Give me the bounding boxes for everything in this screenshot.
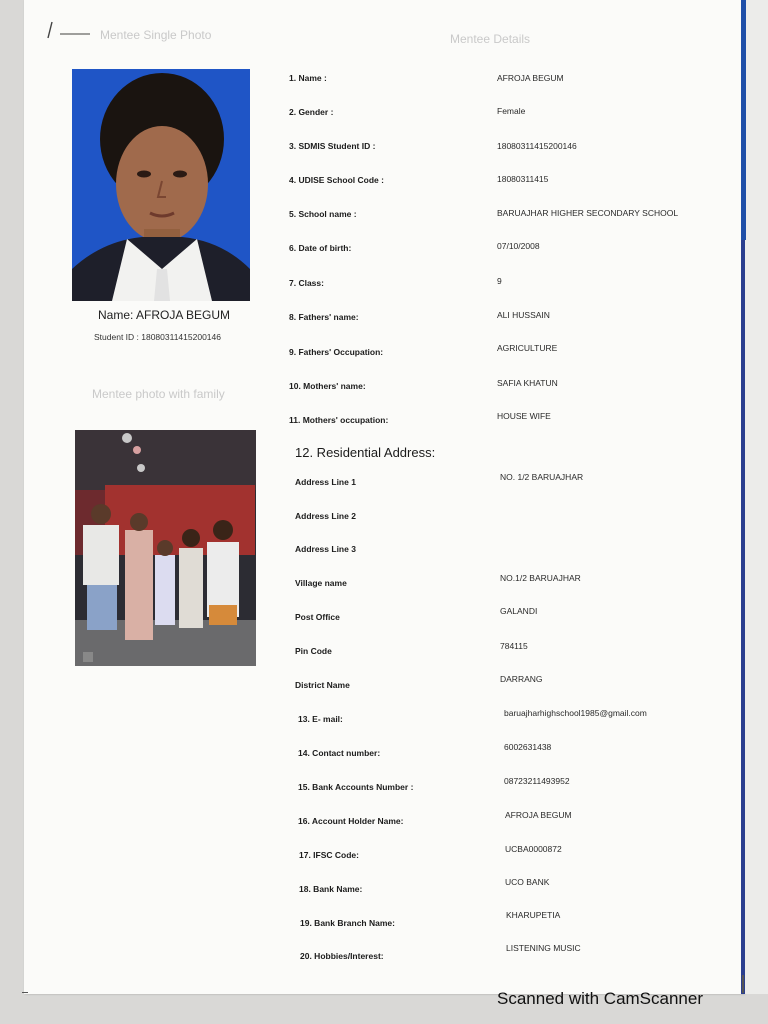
crop-mark-right: [742, 975, 744, 993]
scanner-watermark: Scanned with CamScanner: [497, 989, 704, 1008]
field-label: 9. Fathers' Occupation:: [289, 347, 384, 357]
field-value: NO.1/2 BARUAJHAR: [500, 573, 581, 583]
field-value: HOUSE WIFE: [497, 411, 551, 421]
field-label: District Name: [295, 680, 350, 690]
single-photo-heading: Mentee Single Photo: [100, 28, 212, 42]
photo-caption-student-id: Student ID : 18080311415200146: [94, 332, 221, 342]
field-value: GALANDI: [500, 606, 538, 616]
field-value: UCBA0000872: [505, 844, 562, 854]
field-label: 5. School name :: [289, 209, 357, 219]
field-label: 20. Hobbies/Interest:: [300, 951, 384, 961]
field-label: 13. E- mail:: [298, 714, 343, 724]
field-value: AFROJA BEGUM: [497, 73, 564, 83]
field-value: AGRICULTURE: [497, 343, 558, 353]
field-label: 10. Mothers' name:: [289, 381, 366, 391]
field-label: Address Line 1: [295, 477, 356, 487]
photo-caption-name: Name: AFROJA BEGUM: [98, 308, 231, 322]
field-label: 6. Date of birth:: [289, 243, 352, 253]
field-label: 19. Bank Branch Name:: [300, 918, 395, 928]
field-label: 15. Bank Accounts Number :: [298, 782, 414, 792]
field-value: 784115: [500, 641, 528, 651]
field-label: Village name: [295, 578, 347, 588]
family-photo-heading: Mentee photo with family: [92, 387, 225, 401]
field-label: Address Line 2: [295, 511, 356, 521]
details-heading: Mentee Details: [450, 32, 531, 46]
scan-background-edge: [745, 0, 768, 994]
field-value: LISTENING MUSIC: [506, 943, 581, 953]
field-label: 18. Bank Name:: [299, 884, 363, 894]
field-value: SAFIA KHATUN: [497, 378, 558, 388]
field-value: 9: [497, 276, 502, 286]
field-label: 11. Mothers' occupation:: [289, 415, 389, 425]
field-label: 4. UDISE School Code :: [289, 175, 384, 185]
field-value: UCO BANK: [505, 877, 550, 887]
field-value: 07/10/2008: [497, 241, 540, 251]
field-value: 18080311415: [497, 174, 549, 184]
mentee-family-photo: [75, 430, 256, 666]
pen-mark-icon: [42, 20, 102, 40]
field-label: Post Office: [295, 612, 340, 622]
field-value: KHARUPETIA: [506, 910, 561, 920]
field-value: 08723211493952: [504, 776, 570, 786]
field-value: Female: [497, 106, 526, 116]
field-value: 18080311415200146: [497, 141, 577, 151]
field-label: 8. Fathers' name:: [289, 312, 359, 322]
field-value: 6002631438: [504, 742, 552, 752]
field-value: ALI HUSSAIN: [497, 310, 550, 320]
field-label: 14. Contact number:: [298, 748, 381, 758]
mentee-portrait-photo: [72, 69, 250, 301]
field-value: DARRANG: [500, 674, 543, 684]
field-value: AFROJA BEGUM: [505, 810, 572, 820]
page-edge-blue-top: [741, 0, 746, 240]
crop-mark: [22, 992, 28, 993]
field-value: BARUAJHAR HIGHER SECONDARY SCHOOL: [497, 208, 679, 218]
field-label: 2. Gender :: [289, 107, 334, 117]
field-label: 1. Name :: [289, 73, 327, 83]
field-value: baruajharhighschool1985@gmail.com: [504, 708, 647, 718]
field-label: 7. Class:: [289, 278, 324, 288]
address-section-heading: 12. Residential Address:: [295, 445, 436, 460]
field-label: 17. IFSC Code:: [299, 850, 359, 860]
field-label: Address Line 3: [295, 544, 356, 554]
field-label: 3. SDMIS Student ID :: [289, 141, 376, 151]
field-label: 16. Account Holder Name:: [298, 816, 404, 826]
field-label: Pin Code: [295, 646, 332, 656]
field-value: NO. 1/2 BARUAJHAR: [500, 472, 584, 482]
